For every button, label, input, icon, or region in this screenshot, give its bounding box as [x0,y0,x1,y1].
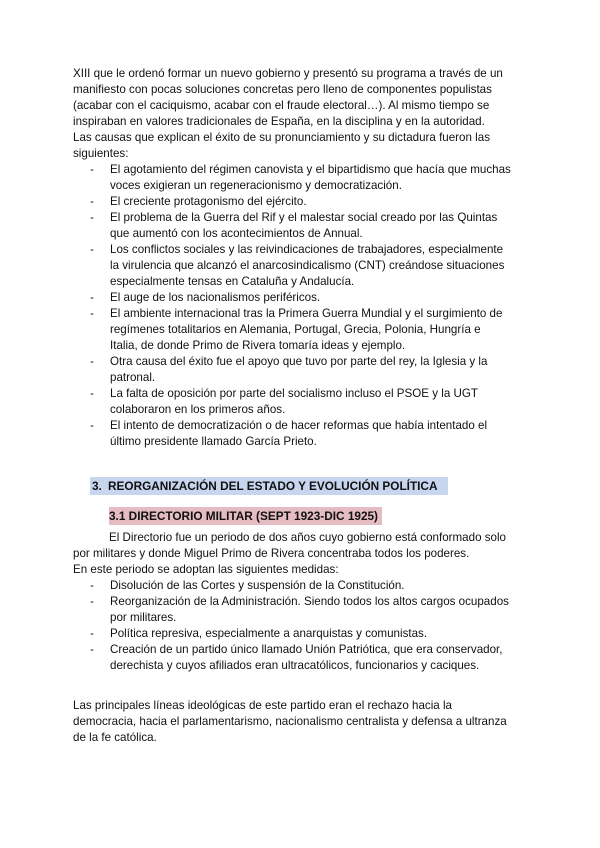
text-line: XIII que le ordenó formar un nuevo gobierno y presentó su programa a través de un [73,67,503,80]
list-item: - Otra causa del éxito fue el apoyo que tuvo por parte del rey, la Iglesia y la patronal. [73,354,528,386]
list-item: - El agotamiento del régimen canovista y el bipartidismo que hacía que muchas voces exigieran un regeneracionismo y democratización. [73,162,528,194]
text-line: En este periodo se adoptan las siguientes medidas: [73,563,339,576]
text-line: Las causas que explican el éxito de su pronunciamiento y su dictadura fueron las [73,131,490,144]
list-item: - El intento de democratización o de hacer reformas que había intentado el último presidente llamado García Prieto. [73,418,528,450]
section-heading [90,477,448,495]
text-line: inspiraban en valores tradicionales de España, en la disciplina y en la autoridad. [73,115,485,128]
measures-list [73,578,528,674]
list-item: - Disolución de las Cortes y suspensión de la Constitución. [73,578,528,594]
text-line: manifiesto con pocas soluciones concretas pero lleno de componentes populistas [73,83,492,96]
subsection-heading: 3.1 DIRECTORIO MILITAR (SEPT 1923-DIC 1925) [109,507,382,525]
text-line: El Directorio fue un periodo de dos años cuyo gobierno está conformado solo [109,531,507,544]
list-item: - El auge de los nacionalismos periféricos. [73,290,528,306]
section-number: 3. [92,479,102,493]
section-title: REORGANIZACIÓN DEL ESTADO Y EVOLUCIÓN POLÍTICA [108,479,438,493]
list-item: - Los conflictos sociales y las reivindicaciones de trabajadores, especialmente la virulencia que alcanzó el anarcosindicalismo (CNT) creándose situaciones especialmente tensas en Cataluña y Andalucía. [73,242,528,290]
causes-list [73,162,528,450]
list-item: - El ambiente internacional tras la Primera Guerra Mundial y el surgimiento de regímenes totalitarios en Alemania, Portugal, Grecia, Polonia, Hungría e Italia, de donde Primo de Rivera tomaría ideas y ejemplo. [73,306,528,354]
intro-paragraph [73,66,528,162]
list-item: - La falta de oposición por parte del socialismo incluso el PSOE y la UGT colaboraron en los primeros años. [73,386,528,418]
directorio-paragraph [73,530,528,578]
text-line: de la fe católica. [73,731,157,744]
text-line: por militares y donde Miguel Primo de Rivera concentraba todos los poderes. [73,547,470,560]
text-line: democracia, hacia el parlamentarismo, nacionalismo centralista y defensa a ultranza [73,715,507,728]
list-item: - Política represiva, especialmente a anarquistas y comunistas. [73,626,528,642]
closing-paragraph [73,698,528,746]
document-page [73,66,528,746]
text-line: Las principales líneas ideológicas de este partido eran el rechazo hacia la [73,699,452,712]
text-line: (acabar con el caciquismo, acabar con el fraude electoral…). Al mismo tiempo se [73,99,490,112]
list-item: - El creciente protagonismo del ejército. [73,194,528,210]
text-line: siguientes: [73,147,129,160]
list-item: - Creación de un partido único llamado Unión Patriótica, que era conservador, derechista y cuyos afiliados eran ultracatólicos, funcionarios y caciques. [73,642,528,674]
list-item: - El problema de la Guerra del Rif y el malestar social creado por las Quintas que aumentó con los acontecimientos de Annual. [73,210,528,242]
list-item: - Reorganización de la Administración. Siendo todos los altos cargos ocupados por militares. [73,594,528,626]
